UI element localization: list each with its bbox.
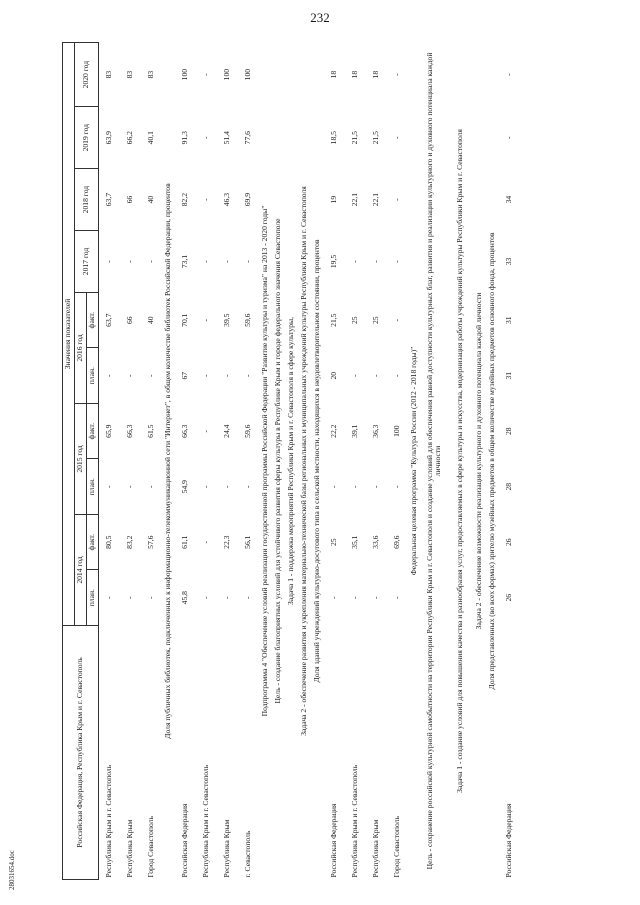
- header-plan: план.: [87, 459, 99, 515]
- table-row: [99, 43, 121, 880]
- table-row: [217, 43, 238, 880]
- table-cell: -: [146, 260, 156, 263]
- section-row: [311, 43, 324, 880]
- table-row: [324, 43, 345, 880]
- section-row: [272, 43, 285, 880]
- section-heading: Цель - создание благоприятных условий для устойчивого развития сферы культуры в Республике Крым и городе федерального значения Севастополе: [273, 218, 283, 704]
- row-label: Российская Федерация: [504, 803, 514, 878]
- table-header: [63, 43, 99, 880]
- table-cell: -: [201, 596, 211, 599]
- table-cell: -: [146, 374, 156, 377]
- table-cell: 18: [371, 70, 381, 79]
- section-row: [162, 43, 175, 880]
- table-cell: -: [201, 374, 211, 377]
- section-row: [285, 43, 298, 880]
- table-cell: 83: [104, 70, 114, 79]
- header-year-2020: 2020 год: [75, 43, 99, 107]
- section-row: [486, 43, 499, 880]
- row-label: Республика Крым: [222, 819, 232, 878]
- table-row: [499, 43, 520, 880]
- table-cell: 22,1: [371, 192, 381, 207]
- section-row: [298, 43, 311, 880]
- table-cell: 22,1: [350, 192, 360, 207]
- row-label: Город Севастополь: [146, 816, 156, 878]
- section-heading: Цель - сохранение российской культурной самобытности на территории Республики Крым и г. Севастополя и создание условий для обеспечения равной доступности культурных благ, развития и реализации культурного и духовного потенциала каждой личности: [424, 52, 442, 870]
- table-cell: 100: [222, 68, 232, 81]
- table-cell: 66: [125, 316, 135, 324]
- table-cell: 20: [329, 371, 339, 380]
- table-cell: 34: [504, 195, 514, 204]
- header-plan: план.: [87, 570, 99, 626]
- row-label: Республика Крым и г. Севастополь: [201, 764, 211, 878]
- table-cell: 26: [504, 538, 514, 546]
- table-cell: -: [104, 374, 114, 377]
- table-cell: 21,5: [329, 313, 339, 327]
- table-cell: -: [329, 485, 339, 488]
- table-cell: -: [392, 136, 402, 139]
- table-cell: -: [201, 540, 211, 544]
- table-cell: 18: [329, 70, 339, 79]
- header-year-2016: 2016 год: [75, 292, 87, 403]
- table-cell: 83: [125, 70, 135, 79]
- table-cell: 46,3: [222, 192, 232, 207]
- indicators-table: [62, 42, 520, 880]
- table-cell: 66,2: [125, 131, 135, 145]
- table-cell: -: [504, 73, 514, 76]
- section-heading: Задача 1 - создание условий для повышения качества и разнообразия услуг, предоставляемых в сфере культуры и искусства, модернизация работы учреждений культуры Республики Крым и г. Севастополя: [454, 129, 464, 793]
- table-cell: -: [125, 596, 135, 599]
- table-row: [141, 43, 162, 880]
- table-cell: -: [392, 596, 402, 599]
- header-values: Значения показателей: [63, 43, 75, 626]
- row-label: Российская Федерация: [180, 803, 190, 878]
- table-cell: -: [201, 198, 211, 201]
- table-cell: -: [371, 596, 381, 599]
- table-cell: -: [392, 318, 402, 322]
- table-cell: 25: [329, 538, 339, 546]
- table-cell: 100: [243, 68, 253, 81]
- table-cell: 82,2: [180, 192, 190, 207]
- table-cell: 19,5: [329, 254, 339, 269]
- section-heading: Доля представленных (во всех формах) зрителю музейных предметов в общем количестве музейных предметов основного фонда, процентов: [487, 232, 497, 690]
- table-cell: 22,2: [329, 424, 339, 438]
- row-label: Республика Крым и г. Севастополь: [350, 764, 360, 878]
- table-cell: -: [201, 73, 211, 76]
- table-cell: -: [392, 374, 402, 377]
- table-cell: 100: [180, 68, 190, 81]
- table-cell: 61,1: [180, 535, 190, 549]
- table-cell: -: [243, 485, 253, 488]
- document-filename: 28031654.doc: [8, 850, 16, 890]
- table-cell: 65,9: [104, 424, 114, 438]
- table-cell: 63,9: [104, 131, 114, 145]
- table-cell: 56,1: [243, 535, 253, 549]
- header-year-2018: 2018 год: [75, 169, 99, 231]
- table-cell: 59,6: [243, 424, 253, 438]
- header-fact: факт.: [87, 292, 99, 348]
- table-cell: 66,3: [125, 424, 135, 438]
- table-cell: 28: [504, 427, 514, 435]
- table-cell: 45,8: [180, 591, 190, 605]
- table-row: [120, 43, 141, 880]
- table-cell: 59,6: [243, 313, 253, 327]
- table-cell: 40,1: [146, 131, 156, 145]
- table-row: [175, 43, 196, 880]
- table-cell: -: [371, 260, 381, 263]
- table-cell: -: [104, 260, 114, 263]
- table-cell: -: [201, 260, 211, 263]
- table-cell: -: [350, 596, 360, 599]
- table-cell: 66: [125, 195, 135, 204]
- table-cell: -: [146, 485, 156, 488]
- header-fact: факт.: [87, 403, 99, 459]
- table-cell: 40: [146, 316, 156, 324]
- table-cell: -: [350, 260, 360, 263]
- table-cell: 57,6: [146, 535, 156, 549]
- section-row: [447, 43, 473, 880]
- table-cell: 80,5: [104, 535, 114, 549]
- table-cell: 21,5: [371, 131, 381, 145]
- row-label: Город Севастополь: [392, 816, 402, 878]
- table-cell: 40: [146, 195, 156, 204]
- table-cell: 19: [329, 195, 339, 204]
- table-cell: 28: [504, 482, 514, 491]
- header-year-2017: 2017 год: [75, 231, 99, 293]
- table-cell: -: [104, 596, 114, 599]
- table-cell: -: [222, 374, 232, 377]
- table-body: [99, 43, 521, 880]
- table-cell: 31: [504, 371, 514, 380]
- table-cell: -: [350, 485, 360, 488]
- table-cell: -: [243, 596, 253, 599]
- table-cell: 35,1: [350, 535, 360, 549]
- table-cell: 36,3: [371, 424, 381, 438]
- table-cell: 31: [504, 316, 514, 324]
- section-row: [408, 43, 421, 880]
- table-cell: 39,5: [222, 313, 232, 327]
- table-cell: 70,1: [180, 313, 190, 327]
- table-row: [387, 43, 408, 880]
- header-year-2014: 2014 год: [75, 514, 87, 625]
- table-cell: 83,2: [125, 535, 135, 549]
- table-cell: -: [329, 596, 339, 599]
- table-cell: 39,1: [350, 424, 360, 438]
- table-cell: 91,3: [180, 131, 190, 145]
- table-cell: -: [392, 485, 402, 488]
- table-row: [196, 43, 217, 880]
- table-cell: -: [392, 260, 402, 263]
- table-cell: 54,9: [180, 480, 190, 494]
- table-cell: -: [201, 318, 211, 322]
- section-heading: Доля зданий учреждений культурно-досугового типа в сельской местности, находящихся в неудовлетворительном состоянии, процентов: [312, 239, 322, 683]
- table-cell: 67: [180, 371, 190, 380]
- table-cell: -: [350, 374, 360, 377]
- table-cell: 18,5: [329, 131, 339, 145]
- row-label: Республика Крым и г. Севастополь: [104, 764, 114, 878]
- table-cell: 21,5: [350, 131, 360, 145]
- table-cell: -: [201, 136, 211, 139]
- table-row: [366, 43, 387, 880]
- table-cell: 77,6: [243, 131, 253, 145]
- table-cell: 25: [350, 316, 360, 324]
- section-heading: Подпрограмма 4 "Обеспечение условий реализации государственной программы Российской Федерации "Развитие культуры и туризма" на 2013 - 2020 годы": [260, 205, 270, 717]
- table-row: [345, 43, 366, 880]
- table-cell: -: [146, 596, 156, 599]
- header-year-2019: 2019 год: [75, 107, 99, 169]
- table-cell: -: [243, 260, 253, 263]
- header-fact: факт.: [87, 514, 99, 570]
- section-heading: Задача 2 - обеспечение возможности реализации культурного и духовного потенциала каждой личности: [474, 292, 484, 630]
- section-heading: Доля публичных библиотек, подключенных к информационно-телекоммуникационной сети "Интернет", в общем количестве библиотек Российской Федерации, процентов: [163, 183, 173, 739]
- row-label: Российская Федерация: [329, 803, 339, 878]
- table-cell: 100: [392, 425, 402, 437]
- table-cell: 66,3: [180, 424, 190, 438]
- rotated-table-container: [62, 42, 612, 880]
- section-row: [259, 43, 272, 880]
- table-cell: -: [222, 260, 232, 263]
- table-cell: -: [104, 485, 114, 488]
- table-cell: -: [125, 485, 135, 488]
- table-cell: 61,5: [146, 424, 156, 438]
- header-region: Российская Федерация, Республика Крым и г. Севастополь: [63, 625, 99, 879]
- table-cell: 18: [350, 70, 360, 79]
- table-row: [238, 43, 259, 880]
- table-cell: 63,7: [104, 192, 114, 207]
- row-label: г. Севастополь: [243, 830, 253, 878]
- table-cell: -: [371, 485, 381, 488]
- section-heading: Федеральная целевая программа "Культура России (2012 - 2018 годы)": [409, 346, 419, 576]
- table-cell: 24,4: [222, 424, 232, 438]
- table-cell: 26: [504, 593, 514, 602]
- table-cell: -: [504, 136, 514, 139]
- section-row: [421, 43, 447, 880]
- table-cell: 33: [504, 257, 514, 266]
- table-cell: -: [371, 374, 381, 377]
- table-cell: -: [222, 596, 232, 599]
- section-heading: Задача 1 - поддержка мероприятий Республики Крым и г. Севастополя в сфере культуры,: [286, 317, 296, 605]
- table-cell: 63,7: [104, 313, 114, 327]
- table-cell: 22,3: [222, 535, 232, 549]
- table-cell: -: [222, 485, 232, 488]
- table-cell: -: [243, 374, 253, 377]
- table-cell: 25: [371, 316, 381, 324]
- header-year-2015: 2015 год: [75, 403, 87, 514]
- table-cell: 73,1: [180, 254, 190, 269]
- table-cell: -: [201, 485, 211, 488]
- row-label: Республика Крым: [125, 819, 135, 878]
- page-number: 232: [310, 10, 330, 25]
- header-plan: план.: [87, 348, 99, 404]
- row-label: Республика Крым: [371, 819, 381, 878]
- table-cell: -: [125, 374, 135, 377]
- table-cell: -: [392, 198, 402, 201]
- table-cell: -: [125, 260, 135, 263]
- table-cell: -: [201, 429, 211, 433]
- table-cell: 69,6: [392, 535, 402, 549]
- table-cell: 51,4: [222, 131, 232, 145]
- table-cell: 83: [146, 70, 156, 79]
- table-cell: 69,9: [243, 192, 253, 207]
- table-cell: 33,6: [371, 535, 381, 549]
- section-row: [473, 43, 486, 880]
- section-heading: Задача 2 - обеспечение развития и укрепления материально-технической базы региональных и муниципальных учреждений культуры Республики Крым и г. Севастополя: [299, 186, 309, 736]
- table-cell: -: [392, 73, 402, 76]
